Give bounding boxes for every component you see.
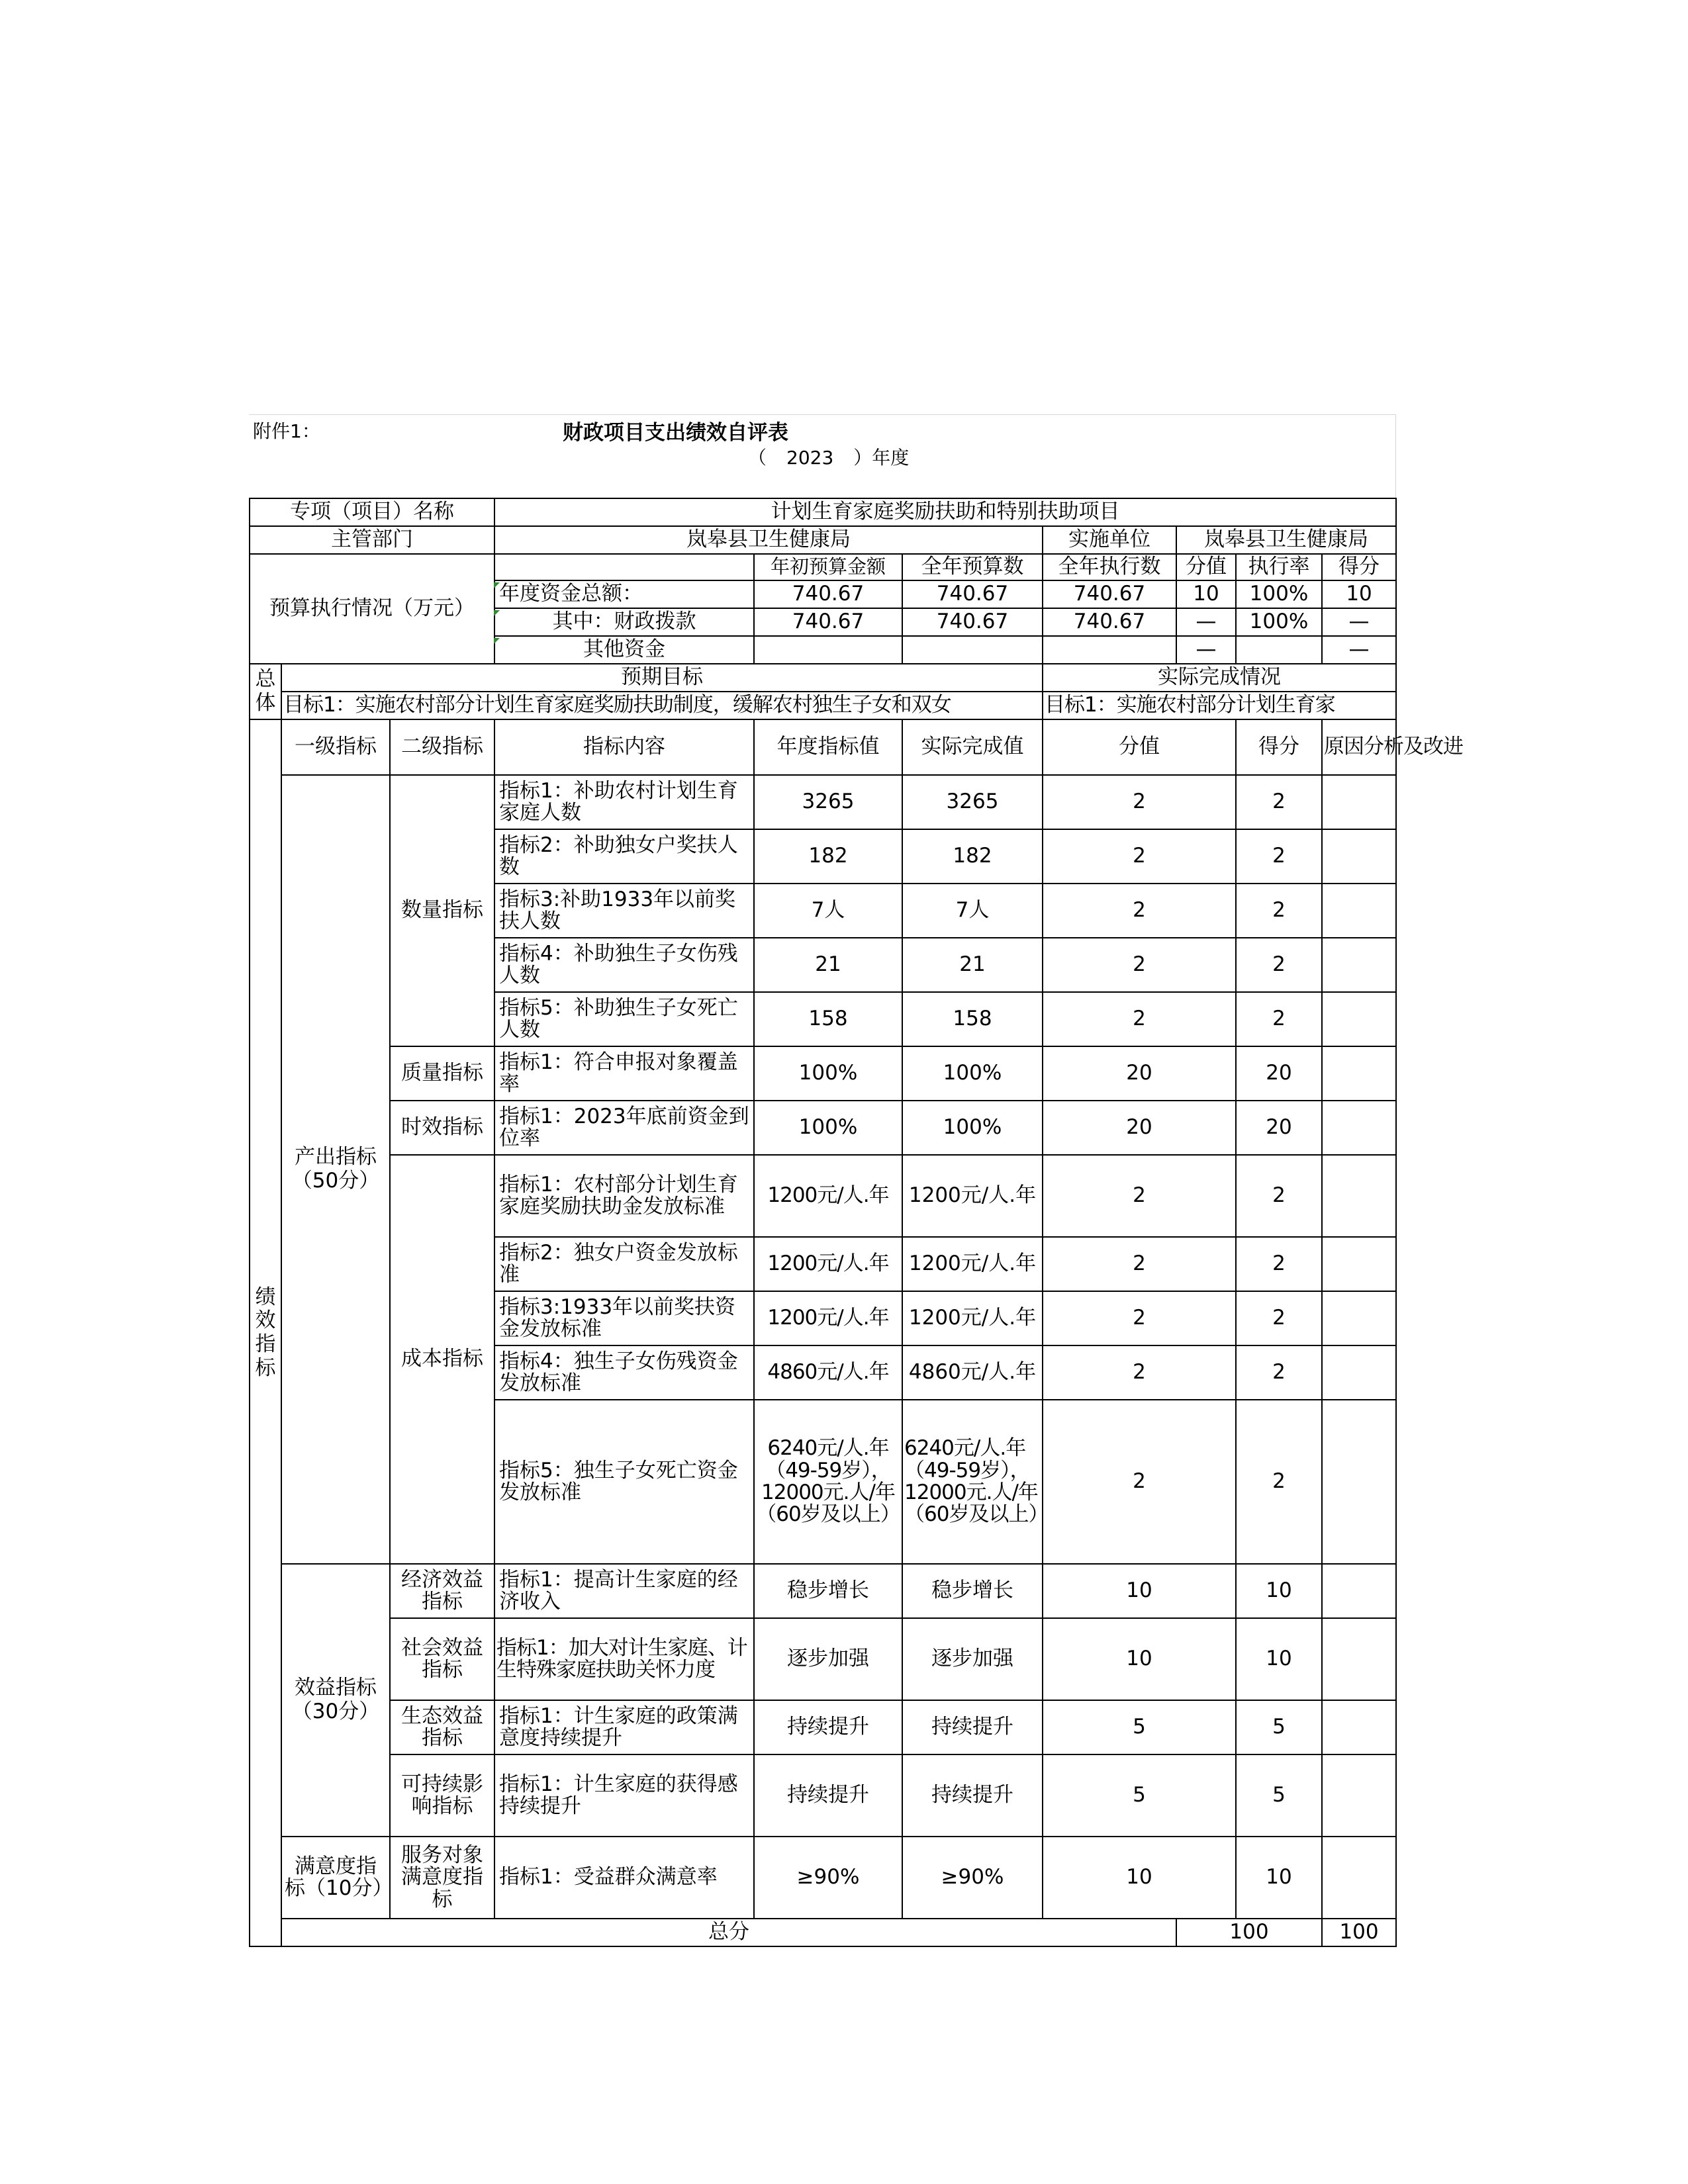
indicator-content: 指标4：补助独生子女伤残人数 [494,938,754,992]
indicator-target: 逐步加强 [754,1618,902,1700]
indicator-score: 2 [1236,1400,1322,1564]
indicator-target: 6240元/人.年（49-59岁），12000元.人/年（60岁及以上） [754,1400,902,1564]
project-name-row [250,498,1396,526]
budget-rate: 100% [1236,580,1322,608]
indicator-target: ≥90% [754,1837,902,1919]
indicator-score: 2 [1236,992,1322,1046]
attachment-label: 附件1： [253,420,320,442]
ecological-indicator-label: 生态效益指标 [390,1700,494,1754]
indicator-target: 100% [754,1101,902,1155]
indicator-value: 5 [1043,1700,1236,1754]
indicator-analysis [1322,1700,1396,1754]
indicator-analysis [1322,1754,1396,1837]
indicator-actual: 7人 [902,884,1043,938]
indicator-analysis [1322,1618,1396,1700]
indicator-score: 2 [1236,1155,1322,1237]
indicator-actual: 158 [902,992,1043,1046]
indicator-value: 20 [1043,1046,1236,1101]
indicator-actual: 6240元/人.年（49-59岁），12000元.人/年（60岁及以上） [902,1400,1043,1564]
evaluation-table [249,498,1463,1947]
indicator-content: 指标1：2023年底前资金到位率 [494,1101,754,1155]
indicator-score: 10 [1236,1618,1322,1700]
budget-score-value: — [1176,608,1236,636]
indicator-content: 指标1：加大对计生家庭、计生特殊家庭扶助关怀力度 [494,1618,754,1700]
budget-initial [754,636,902,664]
department-label: 主管部门 [250,526,494,554]
indicator-analysis [1322,884,1396,938]
indicator-score: 2 [1236,884,1322,938]
indicator-content: 指标4：独生子女伤残资金发放标准 [494,1345,754,1400]
overall-header-row [250,664,1396,692]
implementer-label: 实施单位 [1043,526,1176,554]
indicator-value: 2 [1043,829,1236,884]
indicator-actual: 21 [902,938,1043,992]
budget-executed [1043,636,1176,664]
budget-annual [902,636,1043,664]
overall-goal-row [250,692,1396,719]
sheet-gridline [249,414,1396,498]
indicator-content: 指标3:1933年以前奖扶资金发放标准 [494,1291,754,1345]
total-label: 总分 [281,1919,1176,1946]
cost-indicator-label: 成本指标 [390,1155,494,1564]
indicator-content: 指标2：补助独女户奖扶人数 [494,829,754,884]
budget-row-label: 年度资金总额： [494,580,754,608]
indicator-analysis [1322,1564,1396,1618]
budget-row-label: 其中：财政拨款 [494,608,754,636]
indicator-score: 2 [1236,1345,1322,1400]
year-open: （ [748,447,767,469]
budget-score: — [1322,636,1396,664]
budget-blank-header [494,554,754,580]
performance-indicator-label: 绩效指标 [250,719,281,1946]
indicator-target: 100% [754,1046,902,1101]
output-indicator-label: 产出指标（50分） [281,775,390,1564]
indicator-content: 指标5：补助独生子女死亡人数 [494,992,754,1046]
indicator-content: 指标2：独女户资金发放标准 [494,1237,754,1291]
indicator-target: 1200元/人.年 [754,1155,902,1237]
indicator-value: 2 [1043,1291,1236,1345]
indicator-value: 2 [1043,1345,1236,1400]
indicator-target: 持续提升 [754,1754,902,1837]
indicator-score: 2 [1236,829,1322,884]
budget-score: — [1322,608,1396,636]
indicator-target: 7人 [754,884,902,938]
col-level2: 二级指标 [390,719,494,775]
indicator-score: 2 [1236,938,1322,992]
indicator-row [250,775,1396,829]
indicator-analysis [1322,829,1396,884]
budget-initial: 740.67 [754,608,902,636]
social-indicator-label: 社会效益指标 [390,1618,494,1700]
indicator-score: 2 [1236,1291,1322,1345]
indicator-analysis [1322,1101,1396,1155]
page-title: 财政项目支出绩效自评表 [563,421,788,445]
budget-rate [1236,636,1322,664]
indicator-analysis [1322,1046,1396,1101]
satisfaction-indicator-label: 满意度指标（10分） [281,1837,390,1919]
indicator-score: 5 [1236,1700,1322,1754]
col-actual: 实际完成值 [902,719,1043,775]
year-close: ）年度 [853,447,910,469]
indicator-row [250,1618,1396,1700]
indicator-value: 10 [1043,1618,1236,1700]
indicator-analysis [1322,775,1396,829]
indicator-value: 20 [1043,1101,1236,1155]
budget-score-value: 10 [1176,580,1236,608]
indicator-actual: 4860元/人.年 [902,1345,1043,1400]
indicator-target: 1200元/人.年 [754,1291,902,1345]
budget-score-value: — [1176,636,1236,664]
total-value: 100 [1176,1919,1322,1946]
indicator-value: 2 [1043,1400,1236,1564]
indicator-value: 2 [1043,1237,1236,1291]
indicator-value: 5 [1043,1754,1236,1837]
actual-result-label: 实际完成情况 [1043,664,1396,692]
indicator-header-row [250,719,1396,775]
indicator-actual: 持续提升 [902,1754,1043,1837]
col-analysis: 原因分析及改进 [1322,719,1396,775]
expected-goal: 目标1：实施农村部分计划生育家庭奖励扶助制度，缓解农村独生子女和双女 [281,692,1043,719]
indicator-score: 5 [1236,1754,1322,1837]
budget-col-annual: 全年预算数 [902,554,1043,580]
year-value: 2023 [786,447,834,469]
budget-initial: 740.67 [754,580,902,608]
budget-col-executed: 全年执行数 [1043,554,1176,580]
indicator-row [250,1700,1396,1754]
indicator-row [250,1837,1396,1919]
indicator-score: 2 [1236,1237,1322,1291]
indicator-actual: 3265 [902,775,1043,829]
indicator-actual: 逐步加强 [902,1618,1043,1700]
indicator-actual: ≥90% [902,1837,1043,1919]
project-name-label: 专项（项目）名称 [250,498,494,526]
indicator-target: 182 [754,829,902,884]
implementer-value: 岚皋县卫生健康局 [1176,526,1396,554]
col-level1: 一级指标 [281,719,390,775]
total-row [250,1919,1396,1946]
indicator-target: 1200元/人.年 [754,1237,902,1291]
indicator-content: 指标1：计生家庭的获得感持续提升 [494,1754,754,1837]
budget-annual: 740.67 [902,580,1043,608]
department-value: 岚皋县卫生健康局 [494,526,1043,554]
indicator-analysis [1322,992,1396,1046]
indicator-content: 指标1：提高计生家庭的经济收入 [494,1564,754,1618]
indicator-content: 指标1：农村部分计划生育家庭奖励扶助金发放标准 [494,1155,754,1237]
indicator-actual: 1200元/人.年 [902,1155,1043,1237]
budget-header-row [250,554,1396,580]
budget-col-value: 分值 [1176,554,1236,580]
total-score: 100 [1322,1919,1396,1946]
indicator-actual: 1200元/人.年 [902,1237,1043,1291]
indicator-content: 指标1：补助农村计划生育家庭人数 [494,775,754,829]
indicator-actual: 100% [902,1101,1043,1155]
indicator-row [250,1101,1396,1155]
sustainable-indicator-label: 可持续影响指标 [390,1754,494,1837]
budget-rate: 100% [1236,608,1322,636]
col-content: 指标内容 [494,719,754,775]
indicator-value: 2 [1043,884,1236,938]
quality-indicator-label: 质量指标 [390,1046,494,1101]
indicator-analysis [1322,1291,1396,1345]
overall-label: 总体 [250,664,281,719]
indicator-analysis [1322,1345,1396,1400]
indicator-row [250,1155,1396,1237]
col-value: 分值 [1043,719,1236,775]
budget-col-rate: 执行率 [1236,554,1322,580]
indicator-row [250,1754,1396,1837]
indicator-value: 2 [1043,938,1236,992]
indicator-value: 2 [1043,1155,1236,1237]
indicator-analysis [1322,1237,1396,1291]
cell-comment-marker [494,610,500,616]
indicator-score: 10 [1236,1837,1322,1919]
indicator-content: 指标3:补助1933年以前奖扶人数 [494,884,754,938]
expected-goal-label: 预期目标 [281,664,1043,692]
indicator-row [250,1564,1396,1618]
indicator-value: 2 [1043,775,1236,829]
budget-col-score: 得分 [1322,554,1396,580]
cell-comment-marker [494,638,500,644]
budget-annual: 740.67 [902,608,1043,636]
budget-label: 预算执行情况（万元） [250,554,494,664]
budget-executed: 740.67 [1043,608,1176,636]
effect-indicator-label: 效益指标（30分） [281,1564,390,1837]
actual-result: 目标1：实施农村部分计划生育家 [1043,692,1396,719]
indicator-actual: 稳步增长 [902,1564,1043,1618]
budget-row-label: 其他资金 [494,636,754,664]
budget-score: 10 [1322,580,1396,608]
project-name: 计划生育家庭奖励扶助和特别扶助项目 [494,498,1396,526]
indicator-target: 稳步增长 [754,1564,902,1618]
indicator-value: 10 [1043,1837,1236,1919]
indicator-analysis [1322,938,1396,992]
indicator-content: 指标1：受益群众满意率 [494,1837,754,1919]
cell-comment-marker [494,582,500,588]
timeliness-indicator-label: 时效指标 [390,1101,494,1155]
economic-indicator-label: 经济效益指标 [390,1564,494,1618]
indicator-actual: 持续提升 [902,1700,1043,1754]
indicator-target: 3265 [754,775,902,829]
indicator-score: 20 [1236,1046,1322,1101]
indicator-content: 指标1：符合申报对象覆盖率 [494,1046,754,1101]
indicator-target: 持续提升 [754,1700,902,1754]
col-target: 年度指标值 [754,719,902,775]
indicator-value: 10 [1043,1564,1236,1618]
indicator-analysis [1322,1837,1396,1919]
col-score: 得分 [1236,719,1322,775]
indicator-row [250,1046,1396,1101]
budget-executed: 740.67 [1043,580,1176,608]
indicator-analysis [1322,1400,1396,1564]
service-satisfaction-label: 服务对象满意度指标 [390,1837,494,1919]
indicator-actual: 100% [902,1046,1043,1101]
indicator-actual: 1200元/人.年 [902,1291,1043,1345]
indicator-target: 158 [754,992,902,1046]
indicator-score: 10 [1236,1564,1322,1618]
indicator-score: 2 [1236,775,1322,829]
indicator-analysis [1322,1155,1396,1237]
indicator-value: 2 [1043,992,1236,1046]
indicator-target: 4860元/人.年 [754,1345,902,1400]
indicator-target: 21 [754,938,902,992]
indicator-actual: 182 [902,829,1043,884]
indicator-score: 20 [1236,1101,1322,1155]
quantity-indicator-label: 数量指标 [390,775,494,1046]
indicator-content: 指标1：计生家庭的政策满意度持续提升 [494,1700,754,1754]
department-row [250,526,1396,554]
indicator-content: 指标5：独生子女死亡资金发放标准 [494,1400,754,1564]
budget-col-initial: 年初预算金额 [754,554,902,580]
